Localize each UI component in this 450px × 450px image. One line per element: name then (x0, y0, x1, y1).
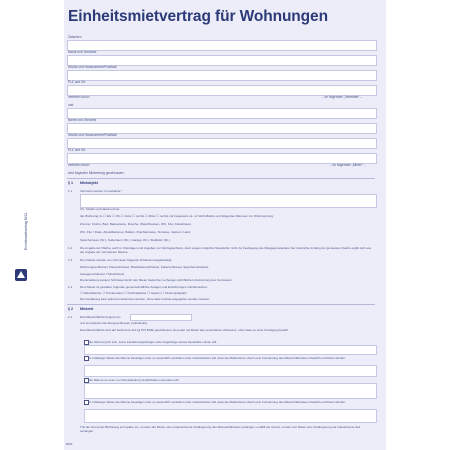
term-reason-2-text: in zulässiger Weise die Räume beseitigen oder so wesentlich verändern oder instandsetzen will, dass die Maßnahmen durch eine Fortsetzung des Mietverhältnisses erheblich erschwert würden: (89, 356, 346, 361)
section-1-2-text: Die Angabe der Fläche, auch in Unterlagen und Angaben vor Vertragsschluss, dient wegen möglicher Messfehler nicht zur Festlegung des Mietgegenstandes. Der räumliche Umfang der gemieteten Sache ergibt sich aus der Angabe der vermieteten Räume. (80, 246, 371, 254)
start-date-field[interactable] (130, 314, 192, 321)
term-reason-4-field[interactable] (84, 409, 377, 423)
section-2-1-text-2: und ist unbestimmte Zeit geschlossen (unbefristet). (80, 321, 148, 325)
landlord-name-label: Name und Vorname (68, 50, 97, 54)
section-1-1-text: Vermietet werden im Gebäude * (80, 189, 123, 193)
shared-facilities-options[interactable]: ☐ Waschküche ☐ Trockenraum ☐ Fahrradkeller ☐ Garten ☐ Kinderspielplatz (80, 291, 187, 295)
term-reason-2-field[interactable] (84, 365, 377, 377)
keys-line-2: Garagenschlüssel, Hofschlüssel, (80, 272, 125, 276)
building-address-label: Ort, Straße und Hausnummer (80, 207, 120, 211)
tenant-suffix: – im folgenden „Mieter“ – (330, 163, 366, 167)
tenant-zip-field[interactable] (67, 138, 377, 149)
section-2-title: Mietzeit (80, 307, 94, 311)
term-reason-1[interactable] (84, 340, 217, 345)
section-2-2-text: Das Mietverhältnis wird auf bestimmte Zeit (§ 575 BGB) geschlossen. Es endet mit Ablauf des vereinbarten Zeitraums, ohne dass es einer Kündigung bedarf. (80, 328, 289, 332)
term-reason-4-checkbox[interactable] (84, 400, 89, 405)
term-reason-3-text: die Räume an einen zur Dienstleistung Verpflichteten vermieten will. (89, 378, 180, 383)
between-label: Zwischen (68, 35, 82, 39)
shared-facilities-note: Die Gestattung kann jederzeit widerrufen werden, ohne dass Gründe angegeben werden müssen. (80, 297, 211, 301)
term-reason-1-field[interactable] (84, 345, 377, 355)
keys-note: Die Erstellung weiterer Schlüssel durch den Mieter bedarf der vorherigen schriftlichen Zustimmung des Vermieters. (80, 278, 233, 282)
landlord-zip-field[interactable] (67, 70, 377, 81)
tenant-zip-label: PLZ und Ort (68, 148, 86, 152)
section-1-2-number: 1.2 (68, 246, 73, 250)
tenant-name-label: Name und Vorname (68, 118, 97, 122)
page-title: Einheitsmietvertrag für Wohnungen (68, 8, 328, 25)
section-1-3-text: Dem Mieter werden vom Vermieter folgende Schlüssel ausgehändigt: (80, 258, 173, 262)
term-reason-3[interactable] (84, 378, 179, 383)
term-reason-4-text: in zulässiger Weise die Räume beseitigen oder so wesentlich verändern oder instandsetzen will, dass die Maßnahmen durch eine Fortsetzung des Mietverhältnisses erheblich erschwert würden: (89, 400, 346, 405)
section-2-closing: Tritt der Grund der Befristung erst später ein, so kann der Mieter eine entsprechende Verlängerung des Mietverhältnisses verlangen; entfällt der Grund, so kann der Mieter eine Verlängerung auf unbestimmte Zeit verlangen. (80, 425, 361, 433)
and-label: und (68, 103, 74, 107)
rooms-line-3: Speicherraum (Nr.), Kellerraum (Nr.), Garage (Nr.), Stellplatz (Nr.), (80, 238, 171, 242)
section-1-number: § 1 (68, 181, 73, 185)
term-reason-1-text: die Wohnung für sich, seine Familienangehörigen oder Angehörige seines Haushalts nutzen will, (89, 340, 218, 345)
term-reason-2[interactable] (84, 356, 375, 361)
keys-line-1: Wohnungsschlüssel, Hausschlüssel, Briefkastenschlüssel, Kellerschlüssel, Speicherschlüssel, (80, 265, 209, 269)
section-2-1-text: Das Mietverhältnis beginnt am (80, 315, 121, 319)
rooms-line-2: WC, Flur / Diele, Abstellkammer, Balkon / Dachterrasse, Terrasse, Garten / Land, (80, 230, 191, 234)
landlord-name-field[interactable] (67, 40, 377, 51)
section-1-title: Mietobjekt (80, 181, 98, 185)
flat-description: die Wohnung im ☐ EG ☐ OG ☐ links ☐ rechts ☐ Mitte ☐ rechts mit insgesamt ca. m² Wohnfläche und folgenden Räumen zur Wohnnutzung: (80, 214, 274, 218)
tenant-street-label: Straße und Hausnummer/Postfach (68, 133, 118, 137)
section-1-1-number: 1.1 (68, 189, 73, 193)
landlord-zip-label: PLZ und Ort (68, 80, 86, 84)
section-1-4-number: 1.4 (68, 285, 73, 289)
section-2-1-number: 2.1 (68, 315, 73, 319)
tenant-represented-label: vertreten durch (68, 163, 90, 167)
landlord-street-label: Straße und Hausnummer/Postfach (68, 65, 118, 69)
section-divider (67, 304, 375, 305)
section-2-number: § 2 (68, 307, 73, 311)
tenant-name-field[interactable] (67, 108, 377, 119)
contract-intro: wird folgender Mietvertrag geschlossen: (68, 171, 125, 175)
term-reason-2-checkbox[interactable] (84, 356, 89, 361)
section-divider (67, 178, 375, 179)
landlord-suffix: – im folgenden „Vermieter“ – (322, 95, 363, 99)
term-reason-3-field[interactable] (84, 383, 377, 399)
landlord-represented-label: vertreten durch (68, 95, 90, 99)
sidebar-vertical-text: Einheitsmietvertrag 8021 (24, 212, 28, 250)
section-1-3-number: 1.3 (68, 258, 73, 262)
term-reason-4[interactable] (84, 400, 375, 405)
term-reason-1-checkbox[interactable] (84, 340, 89, 345)
publisher-logo-icon (14, 268, 28, 282)
building-address-field[interactable] (80, 194, 377, 208)
footer-code: 8021 (66, 442, 73, 446)
term-reason-3-checkbox[interactable] (84, 378, 89, 383)
rooms-line-1: Zimmer, Küche, Bad, Badewanne, Dusche, Waschbecken, WC, Flur, Abstellraum, (80, 222, 192, 226)
section-1-4-text: Dem Mieter ist gestattet, folgende gemeinschaftliche Anlagen und Einrichtungen mitzubenutzen: (80, 285, 208, 289)
